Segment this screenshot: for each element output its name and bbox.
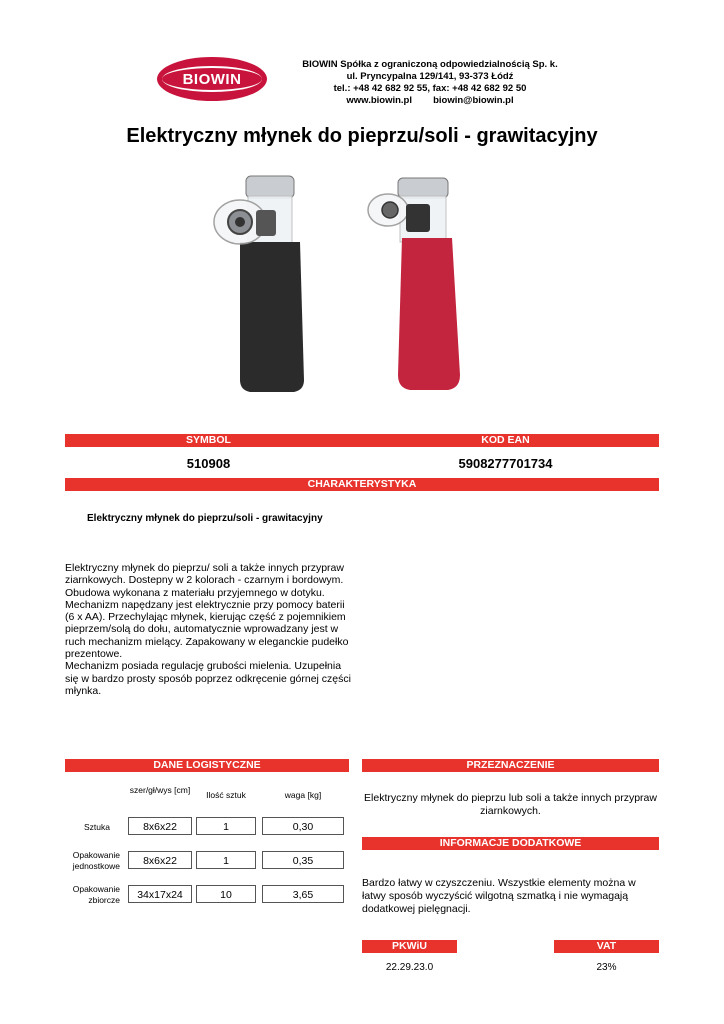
- product-description: [65, 562, 355, 697]
- pkwiu-value: 22.29.23.0: [385, 962, 434, 973]
- product-subtitle: Elektryczny młynek do pieprzu/soli - grawitacyjny: [87, 513, 323, 524]
- dims-cell: 34x17x24: [128, 885, 192, 903]
- weight-cell: 0,35: [262, 851, 344, 869]
- qty-cell: 1: [196, 851, 256, 869]
- weight-column-header: waga [kg]: [284, 790, 322, 800]
- black-grinder-image: [200, 170, 320, 400]
- symbol-value: 510908: [186, 456, 231, 471]
- purpose-text: Elektryczny młynek do pieprzu lub soli a także innych przypraw ziarnkowych.: [364, 792, 657, 817]
- symbol-header: SYMBOL: [65, 434, 352, 447]
- dims-cell: 8x6x22: [128, 817, 192, 835]
- purpose-header: PRZEZNACZENIE: [362, 759, 659, 772]
- row-label: Sztuka: [84, 822, 110, 832]
- biowin-logo: [157, 57, 267, 101]
- page-title: Elektryczny młynek do pieprzu/soli - grawitacyjny: [126, 125, 598, 147]
- ean-header: KOD EAN: [352, 434, 659, 447]
- logistics-header: DANE LOGISTYCZNE: [65, 759, 349, 772]
- additional-info-header: INFORMACJE DODATKOWE: [362, 837, 659, 850]
- qty-cell: 10: [196, 885, 256, 903]
- weight-cell: 0,30: [262, 817, 344, 835]
- company-web-email: www.biowin.pl biowin@biowin.pl: [346, 95, 514, 106]
- characteristics-header: CHARAKTERYSTYKA: [65, 478, 659, 491]
- company-name: BIOWIN Spółka z ograniczoną odpowiedzialnością Sp. k.: [302, 59, 558, 70]
- ean-value: 5908277701734: [458, 456, 553, 471]
- description-paragraph: Mechanizm posiada regulację grubości mielenia. Uzupełnia się w bardzo prosty sposób poprzez odkręcenie górnej części młynka.: [65, 660, 351, 697]
- qty-column-header: Ilość sztuk: [206, 790, 246, 800]
- company-phone: tel.: +48 42 682 92 55, fax: +48 42 682 92 50: [333, 83, 527, 94]
- row-label: Opakowanie jednostkowe: [72, 850, 120, 871]
- qty-cell: 1: [196, 817, 256, 835]
- red-grinder-image: [360, 170, 480, 400]
- company-address: ul. Pryncypalna 129/141, 93-373 Łódź: [346, 71, 514, 82]
- company-info: [290, 59, 570, 107]
- pkwiu-header: PKWiU: [362, 940, 457, 953]
- dims-cell: 8x6x22: [128, 851, 192, 869]
- description-paragraph: Elektryczny młynek do pieprzu/ soli a także innych przypraw ziarnkowych. Dostepny w 2 kolorach - czarnym i bordowym. Obudowa wykonana z materiału przyjemnego w dotyku. Mechanizm napędzany jest elektrycznie przy pomocy baterii (6 x AA). Przechylając młynek, kierując część z pojemnikiem pieprzem/solą do dołu, automatycznie wprowadzany jest w ruch mechanizm mielący. Zapakowany w eleganckie pudełko prezentowe.: [65, 562, 349, 661]
- weight-cell: 3,65: [262, 885, 344, 903]
- dims-column-header: szer/gł/wys [cm]: [129, 785, 191, 795]
- vat-header: VAT: [554, 940, 659, 953]
- additional-info-text: Bardzo łatwy w czyszczeniu. Wszystkie elementy można w łatwy sposób wyczyścić wilgotną szmatką i nie wymagają dodatkowej pielęgnacji.: [362, 877, 636, 915]
- logo-text: BIOWIN: [162, 66, 262, 92]
- vat-value: 23%: [596, 962, 617, 973]
- row-label: Opakowanie zbiorcze: [72, 884, 120, 905]
